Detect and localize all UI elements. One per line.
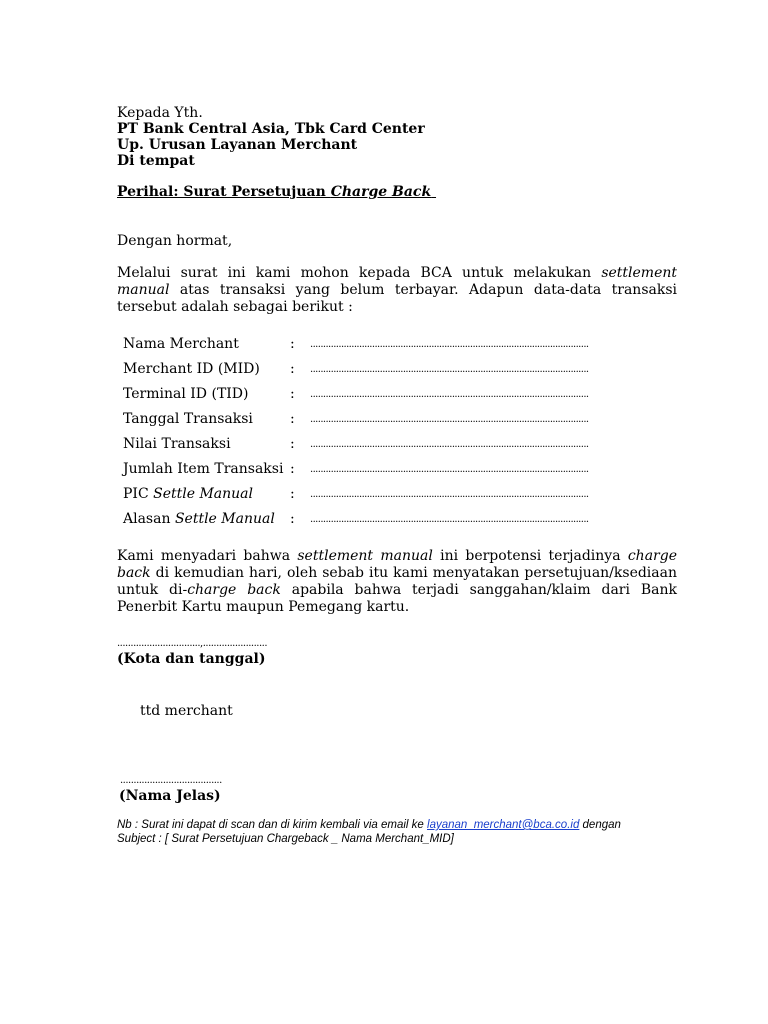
signature-name-label: (Nama Jelas) xyxy=(119,788,221,804)
field-blank: ............................................................................................................ xyxy=(310,364,589,375)
field-label: Jumlah Item Transaksi xyxy=(123,461,284,477)
signature-blank: ...................................... xyxy=(120,775,222,786)
field-blank: ............................................................................................................ xyxy=(310,464,589,475)
field-row xyxy=(123,485,643,510)
address-line-4: Di tempat xyxy=(117,153,195,169)
field-colon: : xyxy=(290,461,295,477)
field-colon: : xyxy=(290,336,295,352)
salutation: Dengan hormat, xyxy=(117,233,233,249)
footnote xyxy=(117,818,677,846)
field-blank: ............................................................................................................ xyxy=(310,339,589,350)
field-row xyxy=(123,335,643,360)
intro-italic: settlement manual xyxy=(117,265,677,298)
intro-paragraph xyxy=(117,265,677,316)
intro-part-2: atas transaksi yang belum terbayar. Adapun data-data transaksi tersebut adalah sebagai berikut : xyxy=(117,282,677,315)
field-row xyxy=(123,435,643,460)
field-blank: ............................................................................................................ xyxy=(310,389,589,400)
address-line-3: Up. Urusan Layanan Merchant xyxy=(117,137,358,153)
field-colon: : xyxy=(290,411,295,427)
subject-line xyxy=(117,184,677,200)
subject-italic: Charge Back xyxy=(330,184,432,200)
transaction-fields xyxy=(123,335,643,535)
field-label: Nilai Transaksi xyxy=(123,436,231,452)
field-colon: : xyxy=(290,386,295,402)
footnote-prefix: Nb : Surat ini dapat di scan dan di kirim kembali via email ke xyxy=(117,819,428,831)
field-colon: : xyxy=(290,511,295,527)
field-label: Tanggal Transaksi xyxy=(123,411,253,427)
intro-part-1: Melalui surat ini kami mohon kepada BCA untuk melakukan xyxy=(117,265,602,281)
field-blank: ............................................................................................................ xyxy=(310,514,589,525)
signature-ttd: ttd merchant xyxy=(140,703,233,719)
field-label: Merchant ID (MID) xyxy=(123,361,260,377)
field-label: Terminal ID (TID) xyxy=(123,386,249,402)
address-line-1: Kepada Yth. xyxy=(117,105,203,121)
subject-prefix: Perihal: Surat Persetujuan xyxy=(117,184,331,200)
field-blank: ............................................................................................................ xyxy=(310,414,589,425)
field-row xyxy=(123,410,643,435)
field-blank: ............................................................................................................ xyxy=(310,489,589,500)
footnote-subject: Subject : [ Surat Persetujuan Chargeback _ Nama Merchant_MID] xyxy=(117,833,454,845)
place-date-label: (Kota dan tanggal) xyxy=(117,651,266,667)
footnote-suffix: dengan xyxy=(579,819,621,831)
field-row xyxy=(123,510,643,535)
email-link[interactable]: layanan_merchant@bca.co.id xyxy=(427,819,580,831)
field-label: PIC Settle Manual xyxy=(123,486,254,502)
address-line-2: PT Bank Central Asia, Tbk Card Center xyxy=(117,121,425,137)
field-row xyxy=(123,360,643,385)
place-date-blank: ...............................,........................ xyxy=(117,638,268,649)
field-blank: ............................................................................................................ xyxy=(310,439,589,450)
field-row xyxy=(123,385,643,410)
field-colon: : xyxy=(290,436,295,452)
field-label: Nama Merchant xyxy=(123,336,239,352)
statement-paragraph: Kami menyadari bahwa settlement manual ini berpotensi terjadinya charge back di kemudian hari, oleh sebab itu kami menyatakan persetujuan/ksediaan untuk di-charge back apabila bahwa terjadi sanggahan/klaim dari Bank Penerbit Kartu maupun Pemegang kartu. xyxy=(117,548,677,615)
field-row xyxy=(123,460,643,485)
field-colon: : xyxy=(290,361,295,377)
field-colon: : xyxy=(290,486,295,502)
field-label: Alasan Settle Manual xyxy=(123,511,275,527)
recipient-address xyxy=(117,105,677,169)
